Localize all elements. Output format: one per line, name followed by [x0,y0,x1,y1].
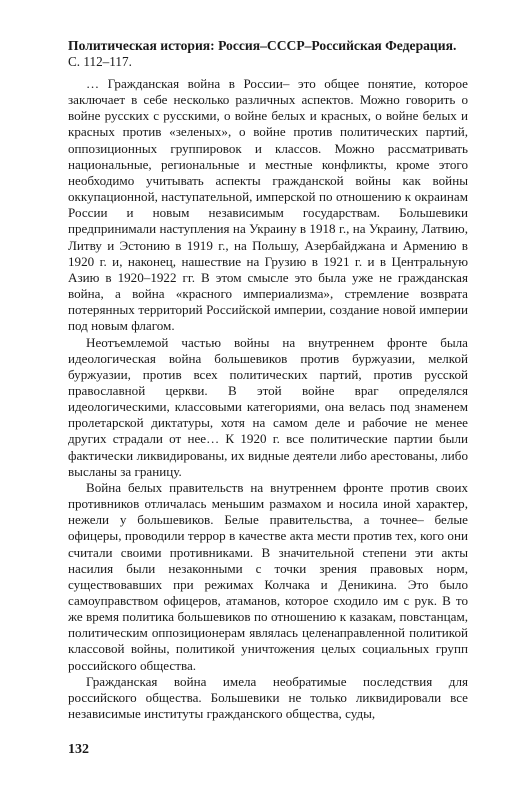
book-page [68,38,468,722]
body-paragraph: Война белых правительств на внутреннем фронте против своих противников отличалась меньшим размахом и носила иной характер, нежели у большевиков. Белые правительства, а точнее– белые офицеры, проводили террор в качестве акта мести против тех, кого они считали своими противниками. В значительной степени эти акты насилия были незаконными с точки зрения правовых норм, существовавших при режимах Колчака и Деникина. Это было самоуправством офицеров, атаманов, которое сходило им с рук. В то же время политика большевиков по отношению к казакам, повстанцам, политическим оппозиционерам являлась целенаправленной политикой классовой войны, политикой уничтожения целых социальных групп российского общества. [68,479,468,673]
source-pages: С. 112–117. [68,54,132,69]
body-paragraph: … Гражданская война в России– это общее понятие, которое заключает в себе несколько различных аспектов. Можно говорить о войне русских с русскими, о войне белых и красных, о войне белых и красных против «зеленых», о войне против политических партий, оппозиционных группировок и классов. Можно рассматривать национальные, региональные и местные конфликты, кроме этого необходимо учитывать аспекты гражданской войны как войны оккупационной, наступательной, имперской по отношению к окраинам России и новым независимым государствам. Большевики предпринимали наступления на Украину в 1918 г., на Украину, Латвию, Литву и Эстонию в 1919 г., на Польшу, Азербайджана и Армению в 1920 г. и, наконец, нашествие на Грузию в 1921 г. и в Центральную Азию в 1920–1922 гг. В этом смысле это была уже не гражданская война, а война «красного империализма», стремление возврата потерянных территорий Российской империи, создание новой империи под новым флагом. [68,76,468,334]
source-title: Политическая история: Россия–СССР–Российская Федерация. [68,38,457,53]
body-paragraph: Гражданская война имела необратимые последствия для российского общества. Большевики не только ликвидировали все независимые институты гражданского общества, суды, [68,673,468,722]
body-paragraph: Неотъемлемой частью войны на внутреннем фронте была идеологическая война большевиков против буржуазии, мелкой буржуазии, против всех политических партий, против русской православной церкви. В этой войне враг определялся идеологическими, классовыми категориями, она велась под знаменем пролетарской диктатуры, хотя на самом деле и рабочие не менее других страдали от нее… К 1920 г. все политические партии были фактически ликвидированы, их видные деятели либо арестованы, либо высланы за границу. [68,334,468,479]
page-number: 132 [68,742,89,757]
